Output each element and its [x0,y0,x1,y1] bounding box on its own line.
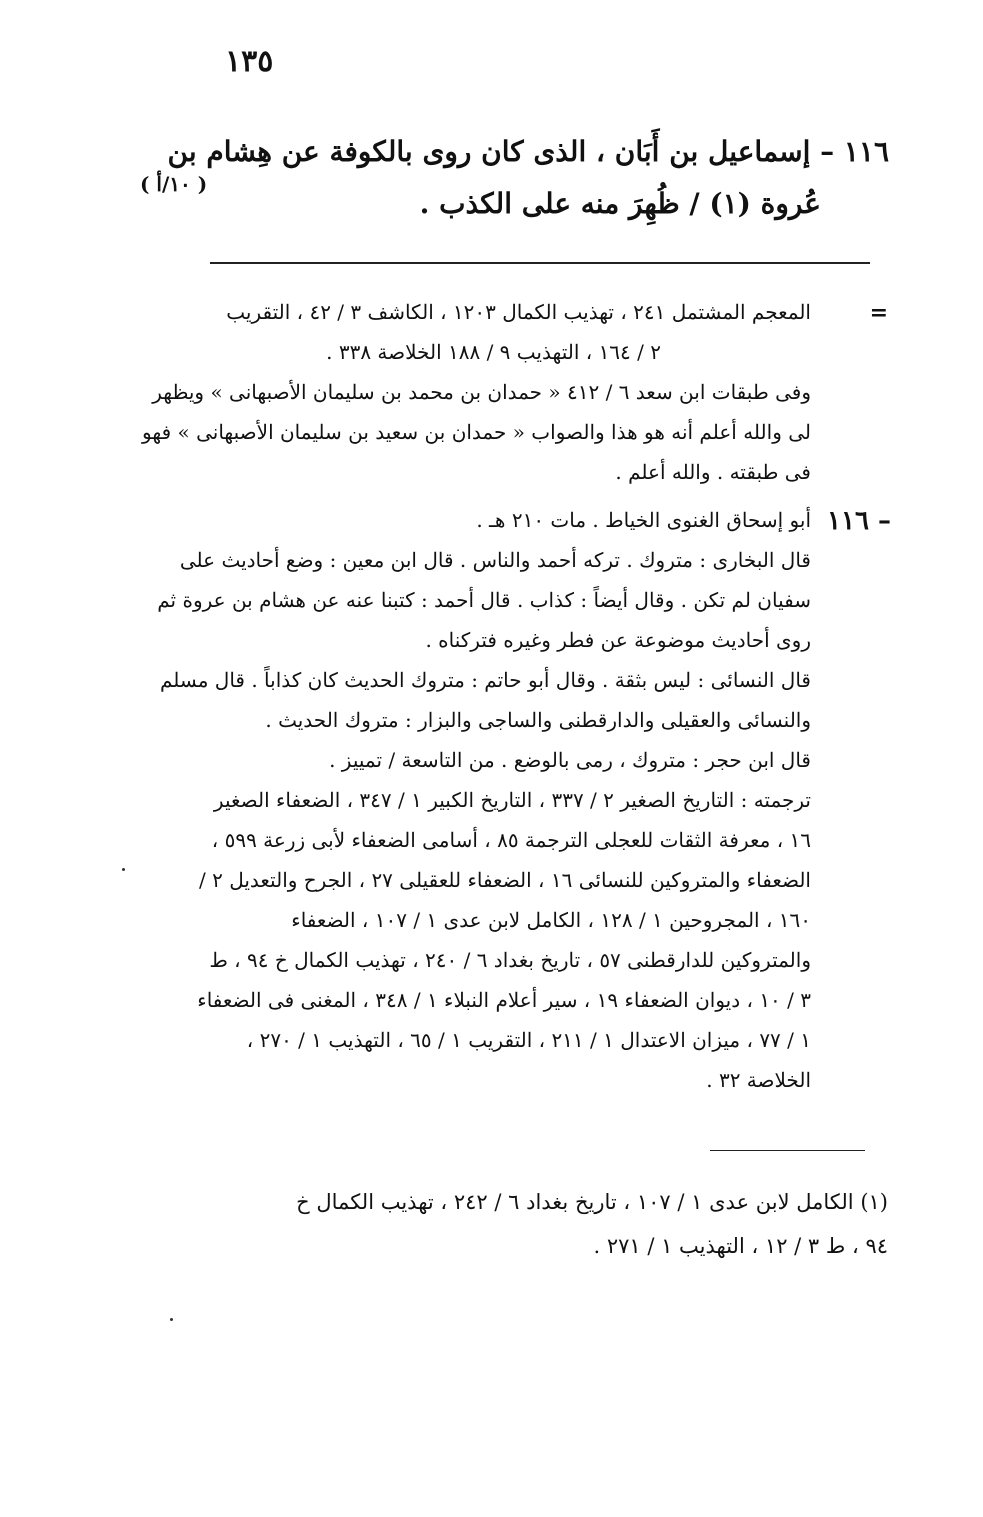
note-line: والمتروكين للدارقطنى ٥٧ ، تاريخ بغداد ٦ / ٢٤٠ ، تهذيب الكمال خ ٩٤ ، ط [209,948,811,972]
scan-speck [170,1318,173,1321]
note-line: ١٦٠ ، المجروحين ١ / ١٢٨ ، الكامل لابن عدى ١ / ١٠٧ ، الضعفاء [291,908,811,932]
note-line: أبو إسحاق الغنوى الخياط . مات ٢١٠ هـ . [476,508,811,532]
note-line: والنسائى والعقيلى والدارقطنى والساجى والبزار : متروك الحديث . [265,708,811,732]
note-line: المعجم المشتمل ٢٤١ ، تهذيب الكمال ١٢٠٣ ، الكاشف ٣ / ٤٢ ، التقريب [226,300,811,324]
entry-text-line-2: عُروة (١) / ظُهِرَ منه على الكذب . [419,187,821,220]
note-line: سفيان لم تكن . وقال أيضاً : كذاب . قال أحمد : كتبنا عنه عن هشام بن عروة ثم [157,588,811,612]
note-line: قال ابن حجر : متروك ، رمى بالوضع . من التاسعة / تمييز . [329,748,811,772]
footnote-line-1: (١) الكامل لابن عدى ١ / ١٠٧ ، تاريخ بغداد ٦ / ٢٤٢ ، تهذيب الكمال خ [296,1190,888,1214]
note-block-a [142,292,811,492]
note-line: ٣ / ١٠ ، ديوان الضعفاء ١٩ ، سير أعلام النبلاء ١ / ٣٤٨ ، المغنى فى الضعفاء [197,988,811,1012]
note-line: ١٦ ، معرفة الثقات للعجلى الترجمة ٨٥ ، أسامى الضعفاء لأبى زرعة ٥٩٩ ، [211,828,811,852]
separator-rule [210,262,870,264]
continuation-mark: = [869,300,888,326]
entry-number: ١١٦ [843,135,889,168]
note-line: قال البخارى : متروك . تركه أحمد والناس . قال ابن معين : وضع أحاديث على [179,548,811,572]
note-line: ٢ / ١٦٤ ، التهذيب ٩ / ١٨٨ الخلاصة ٣٣٨ . [326,340,661,364]
note-line: الضعفاء والمتروكين للنسائى ١٦ ، الضعفاء للعقيلى ٢٧ ، الجرح والتعديل ٢ / [198,868,811,892]
page-number: ١٣٥ [225,44,274,79]
note-line: ترجمته : التاريخ الصغير ٢ / ٣٣٧ ، التاريخ الكبير ١ / ٣٤٧ ، الضعفاء الصغير [213,788,811,812]
note-entry-number: ١١٦ – [827,506,891,536]
note-line: لى والله أعلم أنه هو هذا والصواب « حمدان بن سعيد بن سليمان الأصبهانى » فهو [142,420,811,444]
scan-speck [122,868,125,871]
entry-heading-line-1 [167,126,891,178]
note-line: الخلاصة ٣٢ . [706,1068,811,1092]
manuscript-folio-ref: ( ١٠/أ ) [140,172,208,196]
note-block-b [157,500,811,1100]
note-line: قال النسائى : ليس بثقة . وقال أبو حاتم : متروك الحديث كان كذاباً . قال مسلم [159,668,811,692]
note-line: وفى طبقات ابن سعد ٦ / ٤١٢ « حمدان بن محمد بن سليمان الأصبهانى » ويظهر [152,380,811,404]
entry-heading [167,126,891,230]
entry-text-line-1: – إسماعيل بن أَبَان ، الذى كان روى بالكوفة عن هِشام بن [167,135,835,168]
note-line: روى أحاديث موضوعة عن فطر وغيره فتركناه . [425,628,811,652]
footnote-line-2: ٩٤ ، ط ٣ / ١٢ ، التهذيب ١ / ٢٧١ . [593,1234,888,1258]
footnote [168,1180,888,1268]
note-line: فى طبقته . والله أعلم . [615,460,811,484]
footnote-rule [710,1150,865,1151]
note-line: ١ / ٧٧ ، ميزان الاعتدال ١ / ٢١١ ، التقريب ١ / ٦٥ ، التهذيب ١ / ٢٧٠ ، [246,1028,811,1052]
